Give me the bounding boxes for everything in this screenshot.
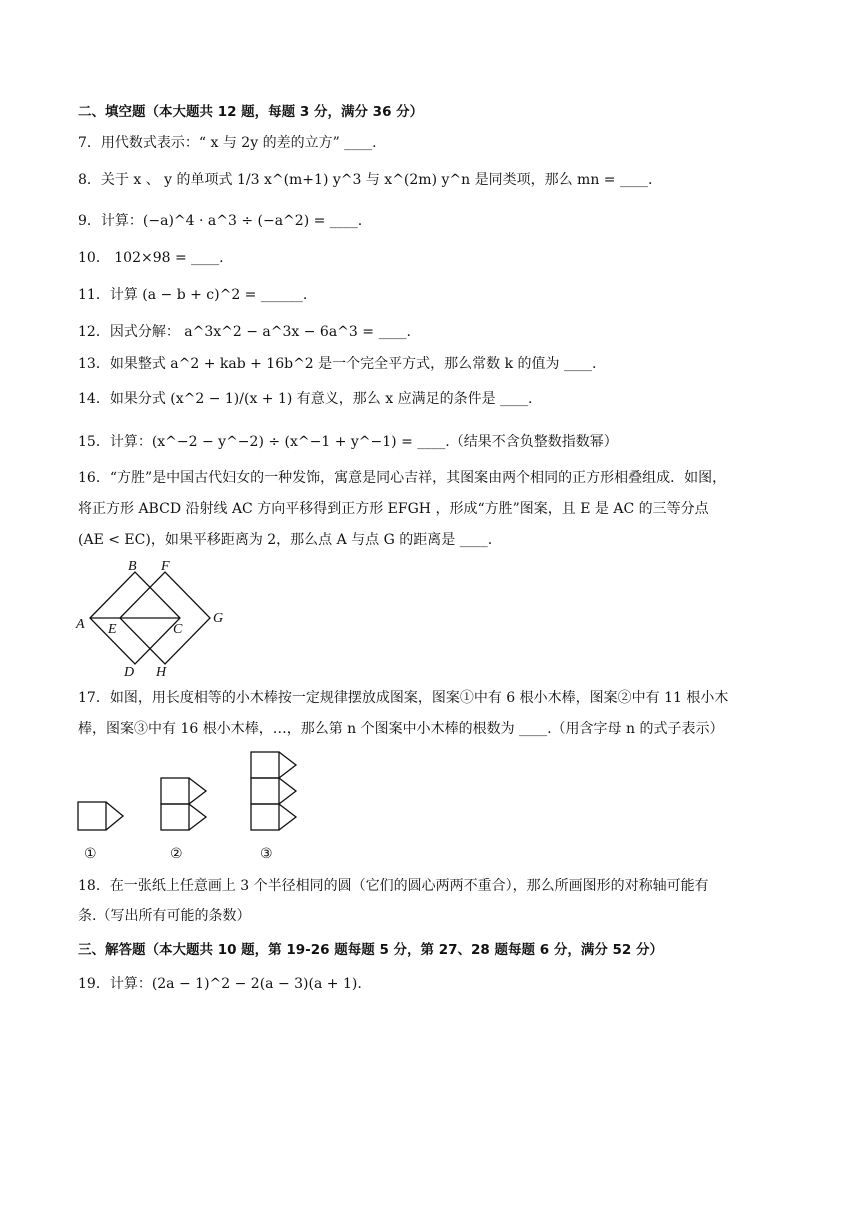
- question-19: 19．计算：(2a − 1)^2 − 2(a − 3)(a + 1).: [78, 976, 362, 992]
- pattern-3-label: ③: [260, 846, 273, 862]
- label-b: B: [128, 559, 137, 574]
- question-15: 15．计算：(x^−2 − y^−2) ÷ (x^−1 + y^−1) = ____.（结果不含负整数指数幂）: [78, 434, 618, 450]
- question-8: 8．关于 x 、 y 的单项式 1/3 x^(m+1) y^3 与 x^(2m) y^n 是同类项，那么 mn = ____.: [78, 172, 653, 188]
- question-18-line-1: 18．在一张纸上任意画上 3 个半径相同的圆（它们的圆心两两不重合），那么所画图形的对称轴可能有: [78, 878, 709, 894]
- pattern-2-figure: [160, 776, 210, 834]
- label-f: F: [161, 559, 170, 574]
- question-16-line-2: 将正方形 ABCD 沿射线 AC 方向平移得到正方形 EFGH ，形成“方胜”图案，且 E 是 AC 的三等分点: [78, 501, 709, 517]
- question-11: 11．计算 (a − b + c)^2 = ______.: [78, 287, 308, 303]
- question-13: 13．如果整式 a^2 + kab + 16b^2 是一个完全平方式，那么常数 k 的值为 ____.: [78, 356, 597, 372]
- question-12: 12．因式分解： a^3x^2 − a^3x − 6a^3 = ____.: [78, 324, 411, 340]
- question-14: 14．如果分式 (x^2 − 1)/(x + 1) 有意义，那么 x 应满足的条件是 ____.: [78, 391, 533, 407]
- question-16-line-3: (AE < EC)，如果平移距离为 2，那么点 A 与点 G 的距离是 ____.: [78, 532, 493, 548]
- pattern-2-label: ②: [170, 846, 183, 862]
- pattern-3-figure: [250, 750, 302, 834]
- label-h: H: [156, 665, 167, 680]
- question-7: 7．用代数式表示：“ x 与 2y 的差的立方” ____.: [78, 135, 377, 151]
- section-2-title: 二、填空题（本大题共 12 题，每题 3 分，满分 36 分）: [78, 104, 424, 120]
- question-16-line-1: 16．“方胜”是中国古代妇女的一种发饰，寓意是同心吉祥，其图案由两个相同的正方形相叠组成．如图，: [78, 470, 727, 486]
- pattern-1-figure: [77, 800, 127, 834]
- section-3-title: 三、解答题（本大题共 10 题，第 19-26 题每题 5 分，第 27、28 题每题 6 分，满分 52 分）: [78, 942, 664, 958]
- label-e: E: [108, 622, 117, 637]
- label-d: D: [124, 665, 135, 680]
- question-10: 10． 102×98 = ____.: [78, 250, 224, 266]
- fangsheng-figure: [70, 555, 240, 680]
- pattern-1-label: ①: [84, 846, 97, 862]
- label-g: G: [213, 611, 224, 626]
- question-17-line-1: 17．如图，用长度相等的小木棒按一定规律摆放成图案，图案①中有 6 根小木棒，图案②中有 11 根小木: [78, 690, 729, 706]
- question-17-line-2: 棒，图案③中有 16 根小木棒，…，那么第 n 个图案中小木棒的根数为 ____.（用含字母 n 的式子表示）: [78, 721, 724, 737]
- question-18-line-2: 条.（写出所有可能的条数）: [78, 908, 251, 924]
- label-c: C: [173, 622, 183, 637]
- label-a: A: [76, 617, 85, 632]
- question-9: 9．计算：(−a)^4 · a^3 ÷ (−a^2) = ____.: [78, 213, 363, 229]
